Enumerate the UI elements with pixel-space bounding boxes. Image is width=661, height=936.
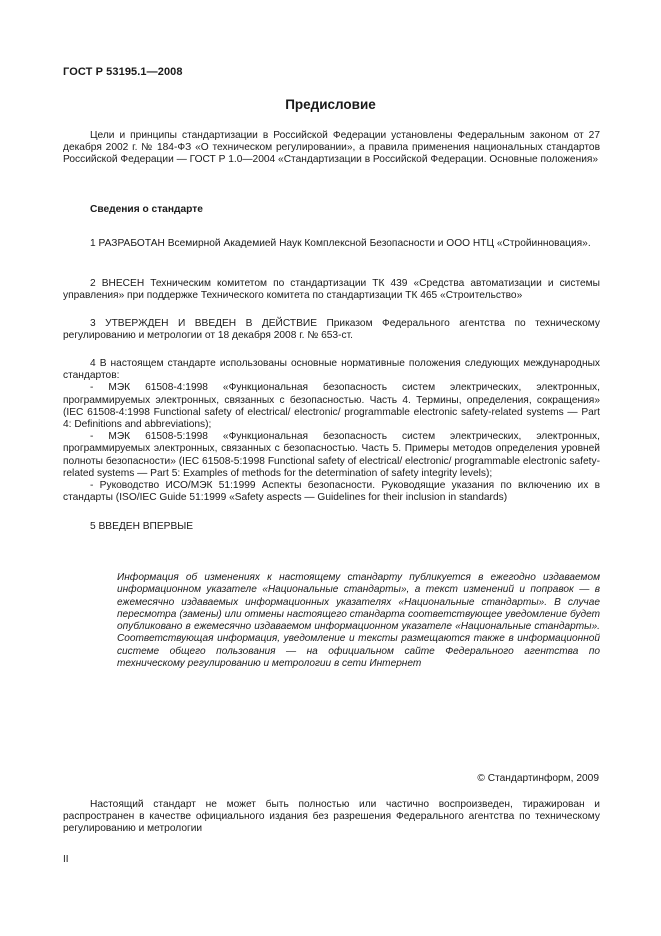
standards-intro xyxy=(63,358,600,382)
standard-3 xyxy=(63,480,600,504)
standard-1 xyxy=(63,382,600,431)
item-approved xyxy=(63,318,600,342)
item-approved-text: 3 УТВЕРЖДЕН И ВВЕДЕН В ДЕЙСТВИЕ Приказом Федерального агентства по техническому регулированию и метрологии от 18 декабря 2008 г. № 653-ст. xyxy=(63,318,600,342)
standard-1-text: - МЭК 61508-4:1998 «Функциональная безопасность систем электрических, электронных, программируемых электронных, связанных с безопасностью. Часть 4. Термины, определения, сокращения» (IEC 61508-4:1998 Functional safety of electrical/ electronic/ programmable electronic safety-related systems — Part 4: Definitions and abbreviations); xyxy=(63,382,600,431)
standard-2 xyxy=(63,431,600,480)
reproduction-text: Настоящий стандарт не может быть полностью или частично воспроизведен, тиражирован и распространен в качестве официального издания без разрешения Федерального агентства по техническому регулированию и метрологии xyxy=(63,799,600,835)
intro-text: Цели и принципы стандартизации в Российской Федерации установлены Федеральным законом от 27 декабря 2002 г. № 184-ФЗ «О техническом регулировании», а правила применения национальных стандартов Российской Федерации — ГОСТ Р 1.0—2004 «Стандартизации в Российской Федерации. Основные положения» xyxy=(63,130,600,166)
item-first-time xyxy=(63,521,600,533)
info-heading: Сведения о стандарте xyxy=(90,204,203,215)
page-title: Предисловие xyxy=(285,97,376,112)
item-first-time-text: 5 ВВЕДЕН ВПЕРВЫЕ xyxy=(90,521,194,532)
item-developed xyxy=(63,238,600,250)
item-developed-text: 1 РАЗРАБОТАН Всемирной Академией Наук Комплексной Безопасности и ООО НТЦ «Стройинновация». xyxy=(90,238,591,249)
item-submitted xyxy=(63,278,600,302)
notice-paragraph: Информация об изменениях к настоящему стандарту публикуется в ежегодно издаваемом информационном указателе «Национальные стандарты», а текст изменений и поправок — в ежемесячно издаваемых информационных указателях «Национальные стандарты». В случае пересмотра (замены) или отмены настоящего стандарта соответствующее уведомление будет опубликовано в ежемесячно издаваемом информационном указателе «Национальные стандарты». Соответствующая информация, уведомление и тексты размещаются также в информационной системе общего пользования — на официальном сайте Федерального агентства по техническому регулированию и метрологии в сети Интернет xyxy=(117,572,600,670)
reproduction-notice xyxy=(63,799,600,836)
item-submitted-text: 2 ВНЕСЕН Техническим комитетом по стандартизации ТК 439 «Средства автоматизации и системы управления» при поддержке Технического комитета по стандартизации ТК 465 «Строительство» xyxy=(63,278,600,302)
document-code: ГОСТ Р 53195.1—2008 xyxy=(63,66,183,78)
intro-paragraph xyxy=(63,130,600,167)
page-number: II xyxy=(63,854,69,865)
item-standards xyxy=(63,358,600,504)
copyright-line: © Стандартинформ, 2009 xyxy=(477,773,599,784)
standard-3-text: - Руководство ИСО/МЭК 51:1999 Аспекты безопасности. Руководящие указания по включению их в стандарты (ISO/IEC Guide 51:1999 «Safety aspects — Guidelines for their inclusion in standards) xyxy=(63,480,600,504)
standards-intro-text: 4 В настоящем стандарте использованы основные нормативные положения следующих международных стандартов: xyxy=(63,358,600,382)
standard-2-text: - МЭК 61508-5:1998 «Функциональная безопасность систем электрических, электронных, программируемых электронных, связанных с безопасностью. Часть 5. Примеры методов определения уровней полноты безопасности» (IEC 61508-5:1998 Functional safety of electrical/ electronic/ programmable electronic safety-related systems — Part 5: Examples of methods for the determination of safety integrity levels); xyxy=(63,431,600,479)
